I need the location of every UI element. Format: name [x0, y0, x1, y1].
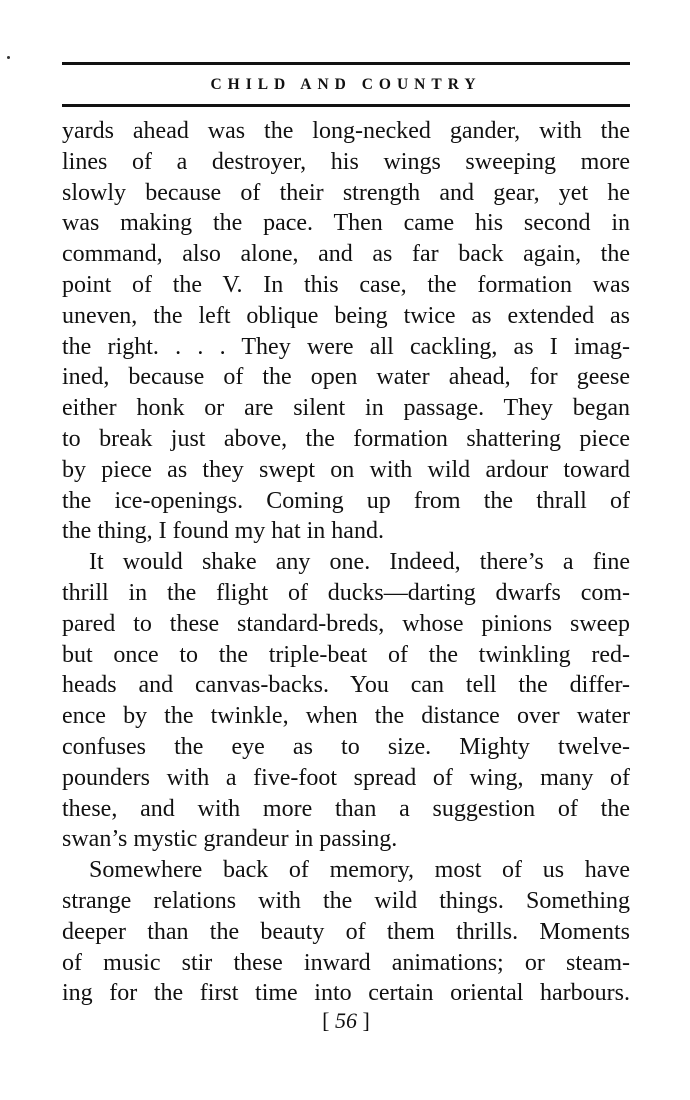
text-line: lines of a destroyer, his wings sweeping more [62, 148, 630, 175]
text-line: heads and canvas-backs. You can tell the differ- [62, 672, 630, 699]
text-line: confuses the eye as to size. Mighty twelve- [62, 733, 630, 760]
text-line: strange relations with the wild things. Something [62, 887, 630, 914]
text-line: the right. . . . They were all cackling, as I imag- [62, 333, 630, 360]
header-rule-top [62, 62, 630, 65]
text-line: but once to the triple-beat of the twinkling red- [62, 641, 630, 668]
text-line: ence by the twinkle, when the distance over water [62, 703, 630, 730]
text-line: point of the V. In this case, the formation was [62, 271, 630, 298]
folio-bracket-open: [ [322, 1008, 330, 1033]
text-line: slowly because of their strength and gear, yet he [62, 179, 630, 206]
text-line: uneven, the left oblique being twice as extended as [62, 302, 630, 329]
text-line: ing for the first time into certain oriental harbours. [62, 980, 630, 1007]
text-line: these, and with more than a suggestion of the [62, 795, 630, 822]
text-line: thrill in the flight of ducks—darting dwarfs com- [62, 579, 630, 606]
stray-ink-mark [7, 56, 10, 59]
paragraph-end-line: swan’s mystic grandeur in passing. [62, 826, 398, 853]
paragraph-start-line: It would shake any one. Indeed, there’s a fine [89, 549, 630, 576]
running-head: CHILD AND COUNTRY [210, 76, 482, 93]
text-line: ined, because of the open water ahead, for geese [62, 364, 630, 391]
paragraph-end-line: the thing, I found my hat in hand. [62, 518, 384, 545]
text-line: was making the pace. Then came his second in [62, 210, 630, 237]
paragraph-start-line: Somewhere back of memory, most of us have [89, 857, 630, 884]
header-rule-bottom [62, 104, 630, 107]
folio-bracket-close: ] [362, 1008, 370, 1033]
text-line: to break just above, the formation shattering piece [62, 425, 630, 452]
text-line: either honk or are silent in passage. They began [62, 395, 630, 422]
text-line: pared to these standard-breds, whose pinions sweep [62, 610, 630, 637]
text-line: the ice-openings. Coming up from the thrall of [62, 487, 630, 514]
page-number [62, 1008, 630, 1034]
text-line: command, also alone, and as far back again, the [62, 241, 630, 268]
text-line: yards ahead was the long-necked gander, with the [62, 118, 630, 144]
text-line: of music stir these inward animations; or steam- [62, 949, 630, 976]
body-text [62, 116, 630, 1009]
text-line: deeper than the beauty of them thrills. Moments [62, 918, 630, 945]
folio-number: 56 [335, 1008, 357, 1033]
text-line: pounders with a five-foot spread of wing, many of [62, 764, 630, 791]
text-line: by piece as they swept on with wild ardour toward [62, 456, 630, 483]
